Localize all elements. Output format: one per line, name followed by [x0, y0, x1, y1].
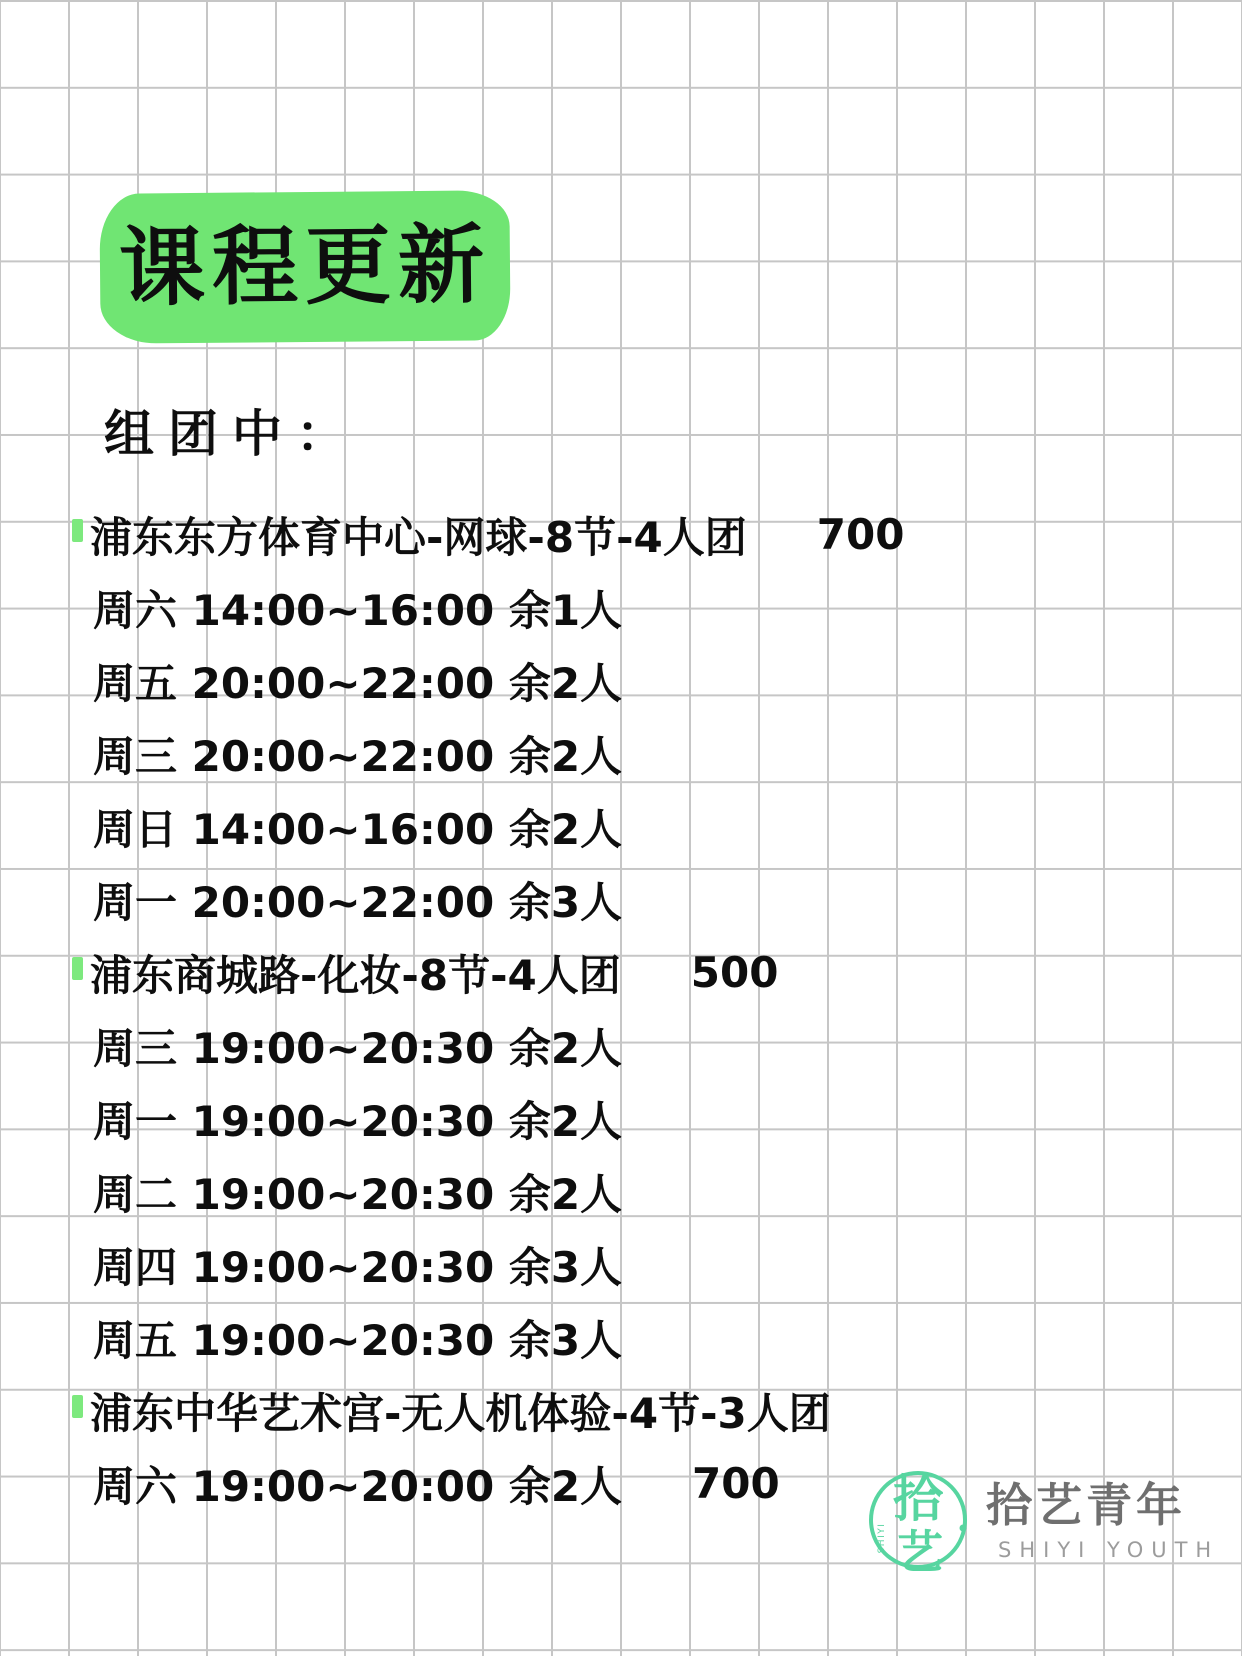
- session-text: 周二 19:00~20:30 余2人: [93, 1169, 623, 1219]
- logo-text-block: [986, 1458, 1219, 1590]
- course-header-row: [0, 1374, 1242, 1447]
- session-text: 周一 20:00~22:00 余3人: [93, 877, 623, 927]
- session-text: 周五 19:00~20:30 余3人: [93, 1315, 623, 1365]
- session-text: 周一 19:00~20:30 余2人: [93, 1096, 623, 1146]
- title-badge: [99, 190, 510, 344]
- session-text: 周三 20:00~22:00 余2人: [93, 731, 623, 781]
- session-row: [0, 790, 1242, 863]
- session-text: 周六 14:00~16:00 余1人: [93, 585, 623, 635]
- session-row: [0, 863, 1242, 936]
- session-row: [0, 571, 1242, 644]
- brand-logo: [860, 1458, 1219, 1590]
- logo-mark-bottom-char: 艺: [897, 1525, 943, 1579]
- course-header-row: [0, 498, 1242, 571]
- logo-circle-icon: [860, 1458, 980, 1590]
- course-header-row: [0, 936, 1242, 1009]
- session-row: [0, 1301, 1242, 1374]
- logo-mark-top-char: 拾: [893, 1470, 943, 1528]
- course-price: 500: [690, 948, 779, 997]
- subtitle-grouping-status: 组团中：: [104, 405, 360, 463]
- session-row: [0, 1228, 1242, 1301]
- session-row: [0, 1155, 1242, 1228]
- course-name: 浦东东方体育中心-网球-8节-4人团: [90, 512, 747, 562]
- bullet-marker-icon: [72, 519, 83, 542]
- course-list: [0, 498, 1242, 1520]
- session-price: 700: [692, 1459, 780, 1508]
- session-text: 周三 19:00~20:30 余2人: [93, 1023, 623, 1073]
- session-row: [0, 717, 1242, 790]
- page-title: 课程更新: [118, 215, 492, 319]
- bullet-marker-icon: [72, 1395, 83, 1418]
- course-name: 浦东中华艺术宫-无人机体验-4节-3人团: [90, 1388, 831, 1438]
- logo-name-en: SHIYI YOUTH: [998, 1538, 1220, 1562]
- logo-mark-side-text: SHIYI: [877, 1522, 887, 1554]
- session-text: 周五 20:00~22:00 余2人: [93, 658, 623, 708]
- session-text: 周六 19:00~20:00 余2人: [93, 1461, 623, 1511]
- session-row: [0, 1009, 1242, 1082]
- course-price: 700: [816, 510, 905, 559]
- session-row: [0, 644, 1242, 717]
- bullet-marker-icon: [72, 957, 83, 980]
- logo-dot: [960, 1525, 967, 1532]
- course-name: 浦东商城路-化妆-8节-4人团: [90, 950, 621, 1000]
- logo-name-zh: 拾艺青年: [986, 1478, 1186, 1532]
- session-row: [0, 1082, 1242, 1155]
- session-text: 周四 19:00~20:30 余3人: [93, 1242, 623, 1292]
- session-text: 周日 14:00~16:00 余2人: [93, 804, 623, 854]
